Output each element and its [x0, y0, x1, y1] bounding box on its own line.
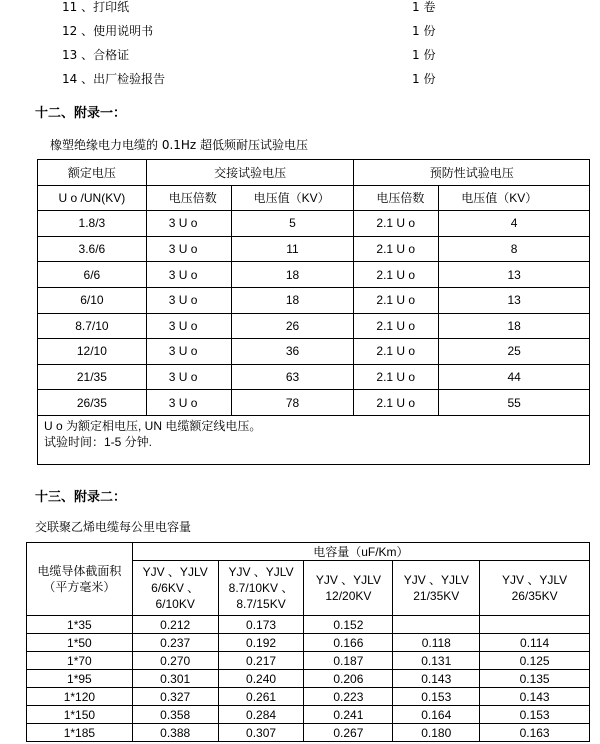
- list-item: [62, 22, 436, 40]
- appendix2-heading: 十三、附录二：: [35, 490, 127, 505]
- table-row: [38, 339, 590, 365]
- cell-rated: 1.8/3: [38, 211, 147, 237]
- appendix1-caption: 橡塑绝缘电力电缆的 0.1Hz 超低频耐压试验电压: [50, 138, 309, 152]
- cell-section: 1*120: [27, 688, 133, 706]
- cell-h-mult: 3 U o: [146, 287, 231, 313]
- cell-p-val: 4: [439, 211, 590, 237]
- cell-p-mult: 2.1 U o: [354, 339, 439, 365]
- header-col-4: [393, 561, 480, 616]
- header-rated-unit: U o /UN(KV): [38, 185, 147, 211]
- header-line: 6/10KV: [155, 597, 195, 611]
- list-item: [62, 46, 436, 64]
- header-line: 8.7/15KV: [236, 597, 286, 611]
- cell-rated: 12/10: [38, 339, 147, 365]
- cell-p-mult: 2.1 U o: [354, 236, 439, 262]
- cell-value: 0.206: [304, 670, 393, 688]
- cell-h-mult: 3 U o: [146, 390, 231, 416]
- cell-value: [480, 616, 590, 634]
- cell-value: 0.143: [480, 688, 590, 706]
- header-multiple: 电压倍数: [354, 185, 439, 211]
- cell-value: 0.131: [393, 652, 480, 670]
- cell-p-val: 25: [439, 339, 590, 365]
- cell-h-val: 18: [231, 287, 354, 313]
- cell-section: 1*150: [27, 706, 133, 724]
- capacitance-table: [26, 542, 590, 742]
- cell-h-val: 18: [231, 262, 354, 288]
- header-rated-voltage: 额定电压: [38, 160, 147, 186]
- list-item-qty: 1 份: [412, 24, 436, 38]
- cell-rated: 26/35: [38, 390, 147, 416]
- cell-p-mult: 2.1 U o: [354, 211, 439, 237]
- cell-section: 1*185: [27, 724, 133, 742]
- header-section: [27, 543, 133, 616]
- header-line: 26/35KV: [511, 589, 558, 603]
- table-row: [38, 313, 590, 339]
- header-handover: 交接试验电压: [146, 160, 354, 186]
- table-row: [27, 706, 590, 724]
- list-item-qty: 1 份: [412, 72, 436, 86]
- list-item-name: 14 、出厂检验报告: [62, 72, 166, 86]
- cell-h-val: 78: [231, 390, 354, 416]
- table-row: [38, 236, 590, 262]
- header-col-3: [304, 561, 393, 616]
- cell-value: 0.223: [304, 688, 393, 706]
- cell-h-val: 26: [231, 313, 354, 339]
- cell-p-val: 13: [439, 262, 590, 288]
- list-item: [62, 70, 436, 88]
- header-section-label: 电缆导体截面积: [37, 564, 122, 578]
- cell-h-mult: 3 U o: [146, 236, 231, 262]
- header-col-2: [218, 561, 304, 616]
- cell-h-mult: 3 U o: [146, 313, 231, 339]
- cell-value: 0.270: [132, 652, 218, 670]
- list-item-qty: 1 份: [412, 48, 436, 62]
- list-item-name: 11 、打印纸: [62, 0, 130, 14]
- cell-rated: 21/35: [38, 364, 147, 390]
- table-header-row: [27, 543, 590, 561]
- cell-value: 0.358: [132, 706, 218, 724]
- test-voltage-table: [37, 159, 590, 465]
- header-line: YJV 、YJLV: [403, 573, 469, 587]
- list-item-qty: 1 卷: [412, 0, 436, 14]
- table-row: [27, 724, 590, 742]
- header-line: 21/35KV: [413, 589, 460, 603]
- note-line: 试验时间：1-5 分钟.: [44, 434, 153, 449]
- cell-h-mult: 3 U o: [146, 262, 231, 288]
- cell-value: 0.241: [304, 706, 393, 724]
- cell-value: 0.240: [218, 670, 304, 688]
- cell-value: 0.187: [304, 652, 393, 670]
- cell-value: 0.164: [393, 706, 480, 724]
- header-line: 8.7/10KV 、: [228, 581, 294, 595]
- header-section-unit: （平方毫米）: [43, 580, 116, 594]
- cell-rated: 3.6/6: [38, 236, 147, 262]
- header-col-5: [480, 561, 590, 616]
- cell-value: 0.152: [304, 616, 393, 634]
- header-multiple: 电压倍数: [146, 185, 231, 211]
- table-row: [27, 634, 590, 652]
- cell-p-val: 18: [439, 313, 590, 339]
- list-item-name: 12 、使用说明书: [62, 24, 154, 38]
- cell-rated: 6/10: [38, 287, 147, 313]
- cell-value: 0.327: [132, 688, 218, 706]
- table-header-row: [38, 185, 590, 211]
- cell-value: 0.135: [480, 670, 590, 688]
- cell-value: 0.166: [304, 634, 393, 652]
- cell-value: 0.301: [132, 670, 218, 688]
- cell-section: 1*35: [27, 616, 133, 634]
- cell-value: 0.180: [393, 724, 480, 742]
- table-header-row: [38, 160, 590, 186]
- cell-value: [393, 616, 480, 634]
- cell-p-val: 8: [439, 236, 590, 262]
- cell-value: 0.261: [218, 688, 304, 706]
- cell-h-mult: 3 U o: [146, 364, 231, 390]
- cell-value: 0.237: [132, 634, 218, 652]
- cell-p-mult: 2.1 U o: [354, 390, 439, 416]
- cell-value: 0.307: [218, 724, 304, 742]
- table-note-row: [38, 415, 590, 464]
- table-row: [38, 211, 590, 237]
- header-value: 电压值（KV）: [231, 185, 354, 211]
- cell-value: 0.114: [480, 634, 590, 652]
- cell-rated: 8.7/10: [38, 313, 147, 339]
- cell-section: 1*95: [27, 670, 133, 688]
- cell-section: 1*70: [27, 652, 133, 670]
- list-item-name: 13 、合格证: [62, 48, 130, 62]
- cell-p-mult: 2.1 U o: [354, 287, 439, 313]
- cell-h-val: 36: [231, 339, 354, 365]
- cell-p-mult: 2.1 U o: [354, 364, 439, 390]
- table-row: [27, 670, 590, 688]
- table-row: [27, 652, 590, 670]
- cell-section: 1*50: [27, 634, 133, 652]
- header-line: YJV 、YJLV: [502, 573, 568, 587]
- cell-value: 0.125: [480, 652, 590, 670]
- header-preventive: 预防性试验电压: [354, 160, 590, 186]
- table-row: [27, 616, 590, 634]
- cell-h-val: 63: [231, 364, 354, 390]
- appendix1-heading: 十二、附录一：: [35, 106, 127, 121]
- cell-value: 0.163: [480, 724, 590, 742]
- header-col-1: [132, 561, 218, 616]
- table-row: [27, 688, 590, 706]
- cell-value: 0.212: [132, 616, 218, 634]
- cell-p-mult: 2.1 U o: [354, 313, 439, 339]
- header-capacity: 电容量（uF/Km）: [132, 543, 589, 561]
- cell-value: 0.267: [304, 724, 393, 742]
- header-line: YJV 、YJLV: [228, 565, 294, 579]
- cell-value: 0.118: [393, 634, 480, 652]
- cell-value: 0.192: [218, 634, 304, 652]
- cell-value: 0.153: [480, 706, 590, 724]
- table-row: [38, 262, 590, 288]
- cell-value: 0.153: [393, 688, 480, 706]
- cell-p-val: 55: [439, 390, 590, 416]
- cell-p-mult: 2.1 U o: [354, 262, 439, 288]
- cell-value: 0.143: [393, 670, 480, 688]
- note-line: U o 为额定相电压, UN 电缆额定线电压。: [44, 418, 262, 433]
- cell-p-val: 13: [439, 287, 590, 313]
- cell-value: 0.388: [132, 724, 218, 742]
- table-note: [38, 415, 590, 464]
- cell-h-mult: 3 U o: [146, 211, 231, 237]
- header-line: YJV 、YJLV: [315, 573, 381, 587]
- cell-h-val: 5: [231, 211, 354, 237]
- cell-p-val: 44: [439, 364, 590, 390]
- cell-h-mult: 3 U o: [146, 339, 231, 365]
- list-item: [62, 0, 436, 16]
- cell-rated: 6/6: [38, 262, 147, 288]
- cell-value: 0.217: [218, 652, 304, 670]
- header-value: 电压值（KV）: [439, 185, 590, 211]
- header-line: YJV 、YJLV: [142, 565, 208, 579]
- table-row: [38, 364, 590, 390]
- cell-h-val: 11: [231, 236, 354, 262]
- cell-value: 0.284: [218, 706, 304, 724]
- header-line: 6/6KV 、: [151, 581, 200, 595]
- table-row: [38, 287, 590, 313]
- header-line: 12/20KV: [325, 589, 372, 603]
- appendix2-caption: 交联聚乙烯电缆每公里电容量: [35, 520, 192, 534]
- cell-value: 0.173: [218, 616, 304, 634]
- table-row: [38, 390, 590, 416]
